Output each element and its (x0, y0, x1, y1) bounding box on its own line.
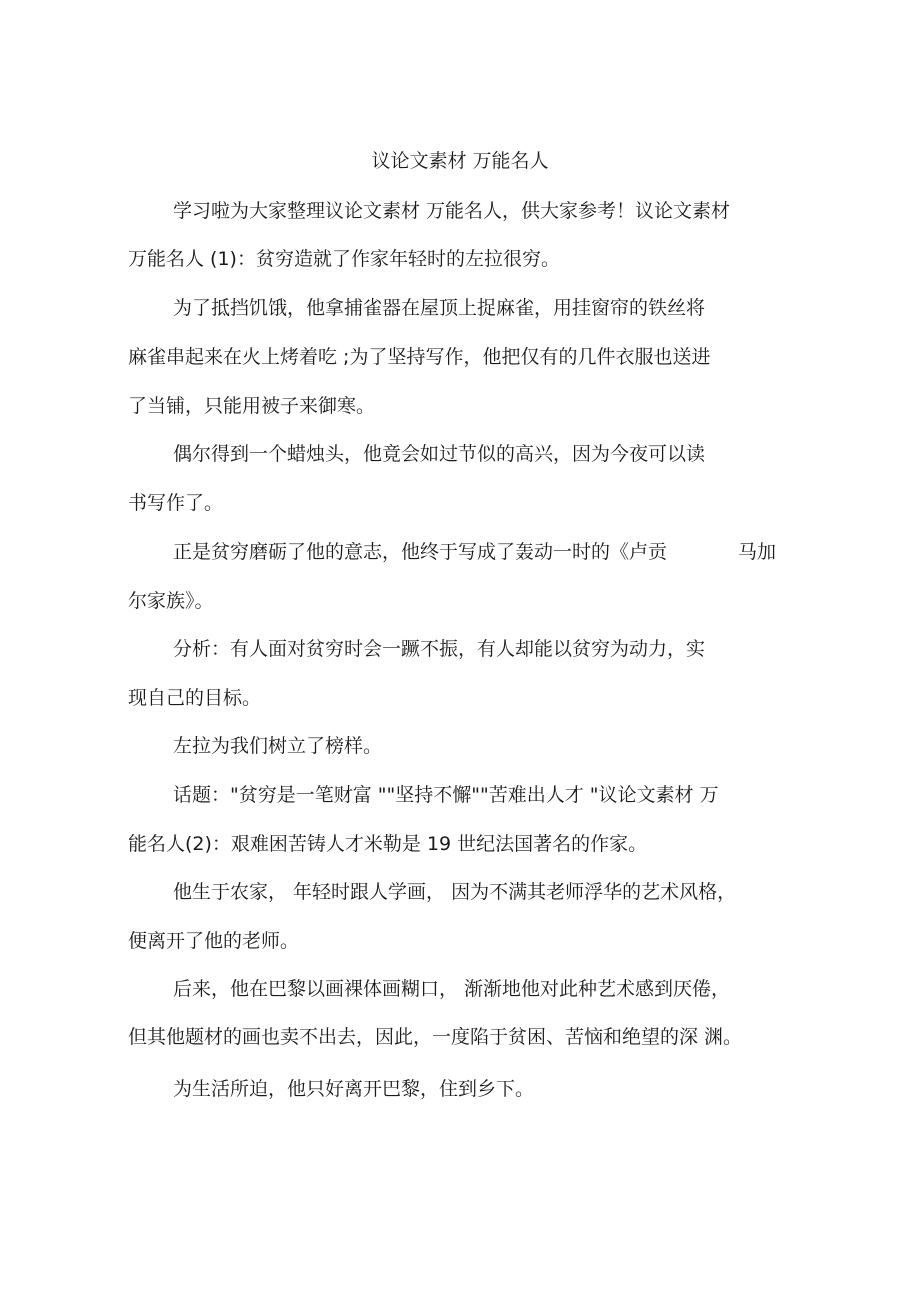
paragraph-line: 学习啦为大家整理议论文素材 万能名人，供大家参考！议论文素材 (173, 200, 731, 222)
paragraph-line: 能名人(2)：艰难困苦铸人才米勒是 19 世纪法国著名的作家。 (128, 833, 648, 855)
paragraph-line: 为了抵挡饥饿，他拿捕雀器在屋顶上捉麻雀，用挂窗帘的铁丝将 (173, 297, 706, 319)
paragraph-line: 分析：有人面对贫穷时会一蹶不振，有人却能以贫穷为动力，实 (173, 638, 706, 660)
paragraph-line: 正是贫穷磨砺了他的意志，他终于写成了轰动一时的《卢贡 (173, 541, 668, 563)
paragraph-line: 了当铺，只能用被子来御寒。 (128, 395, 376, 417)
paragraph-line: 左拉为我们树立了榜样。 (173, 735, 383, 757)
paragraph-line: 尔家族》。 (128, 590, 214, 612)
paragraph-line: 但其他题材的画也卖不出去，因此，一度陷于贫困、苦恼和绝望的深 渊。 (128, 1026, 743, 1048)
paragraph-line: 万能名人 (1)：贫穷造就了作家年轻时的左拉很穷。 (128, 248, 560, 270)
paragraph-line: 他生于农家， 年轻时跟人学画， 因为不满其老师浮华的艺术风格， (173, 881, 737, 903)
paragraph-line: 便离开了他的老师。 (128, 930, 300, 952)
paragraph-line-fragment: 马加 (738, 541, 777, 563)
paragraph-line: 麻雀串起来在火上烤着吃 ;为了坚持写作，他把仅有的几件衣服也送进 (128, 346, 711, 368)
paragraph-line: 话题："贫穷是一笔财富 ""坚持不懈""苦难出人才 "议论文素材 万 (173, 784, 719, 806)
paragraph-line: 后来，他在巴黎以画裸体画糊口， 渐渐地他对此种艺术感到厌倦， (173, 978, 731, 1000)
paragraph-line: 为生活所迫，他只好离开巴黎，住到乡下。 (173, 1078, 535, 1100)
document-title: 议论文素材 万能名人 (371, 150, 549, 172)
paragraph-line: 书写作了。 (128, 492, 224, 514)
paragraph-line: 现自己的目标。 (128, 687, 262, 709)
paragraph-line: 偶尔得到一个蜡烛头，他竟会如过节似的高兴，因为今夜可以读 (173, 443, 706, 465)
